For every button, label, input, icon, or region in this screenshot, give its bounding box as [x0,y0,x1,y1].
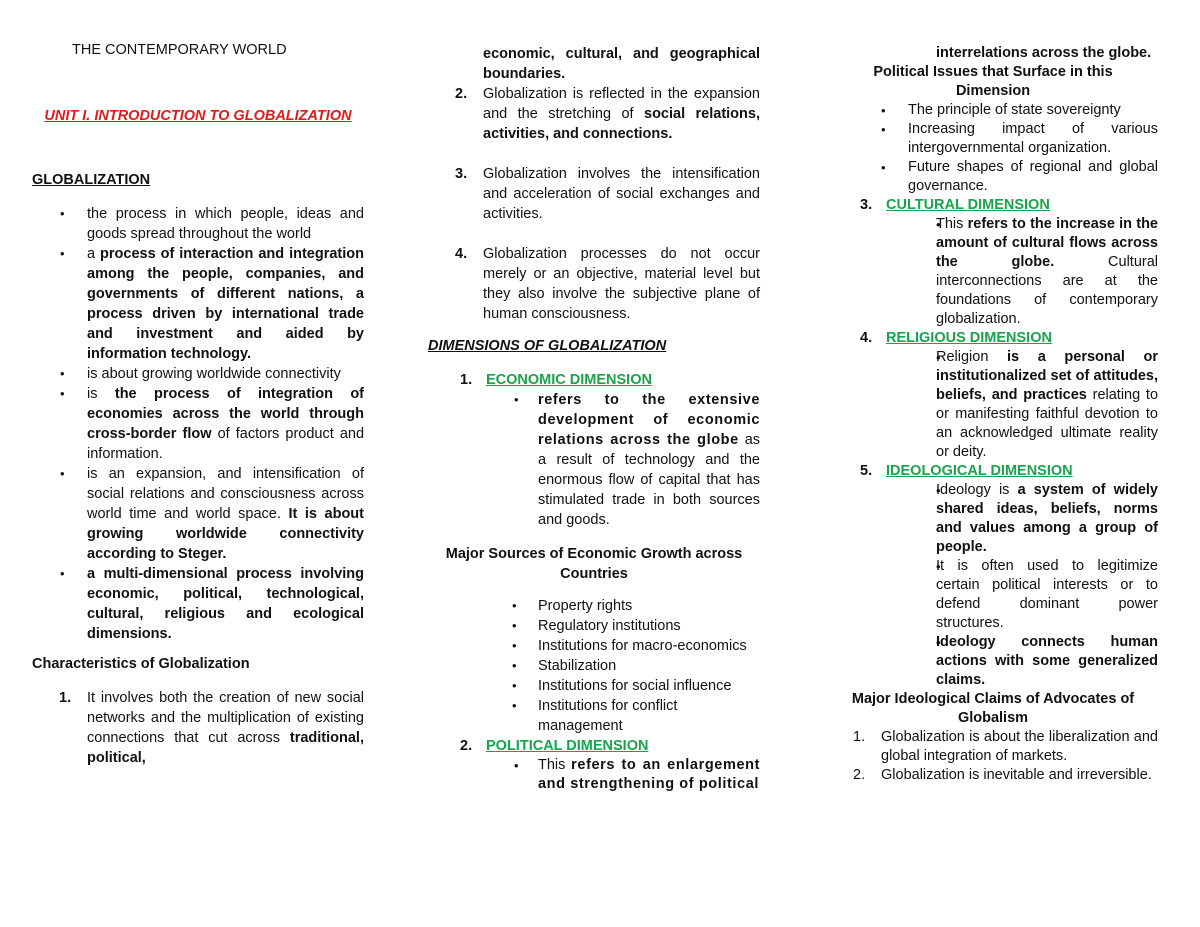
column-2 [428,44,760,794]
characteristic-item: 4. Globalization processes do not occur merely or an objective, material level but they also involve the subjective plane of human consciousness. [455,246,760,322]
economic-sources-heading: Major Sources of Economic Growth across Countries [445,546,743,582]
definition-item: • the process in which people, ideas and goods spread throughout the world [32,204,364,244]
definition-item: • a process of interaction and integration among the people, companies, and governments of different nations, a process driven by international trade and investment and aided by information technology. [32,244,364,364]
political-issue-item: • Increasing impact of various intergovernmental organization. [853,120,1158,158]
characteristic-item: 1. It involves both the creation of new social networks and the multiplication of existing connections that cut across traditional, political, [59,690,364,766]
document-title: THE CONTEMPORARY WORLD [72,42,287,58]
political-issue-item: • Future shapes of regional and global governance. [853,158,1158,196]
characteristics-list-continued [428,84,760,324]
religious-dimension-title: RELIGIOUS DIMENSION [886,330,1052,346]
political-issue-item: • The principle of state sovereignty [853,101,1158,120]
ideological-claims-heading: Major Ideological Claims of Advocates of Globalism [851,691,1135,726]
column-1 [32,40,364,768]
religious-dimension: 4. RELIGIOUS DIMENSION [860,330,1052,346]
political-dimension-continuation: interrelations across the globe. [936,45,1152,61]
dimension-point: • Religion is a personal or institutionalized set of attitudes, beliefs, and practices relating to or manifesting faithful devotion to an acknowledged ultimate reality or deity. [908,348,1158,462]
characteristics-list [32,688,364,768]
political-dimension-title: POLITICAL DIMENSION [486,738,649,754]
characteristic-item: 2. Globalization is reflected in the expansion and the stretching of social relations, activities, and connections. [455,86,760,142]
source-item: • Regulatory institutions [428,616,760,636]
definition-item: • a multi-dimensional process involving economic, political, technological, cultural, religious and ecological dimensions. [32,564,364,644]
dimension-point: • This refers to an enlargement and strengthening of political [486,756,760,794]
political-issues-list [853,101,1158,196]
political-dimension-points [428,756,760,794]
religious-dimension-points [828,348,1158,462]
ideological-dimension: 5. IDEOLOGICAL DIMENSION [860,463,1073,479]
characteristic-item: 3. Globalization involves the intensification and acceleration of social exchanges and activities. [455,166,760,222]
cultural-dimension-title: CULTURAL DIMENSION [886,197,1050,213]
dimension-point: • Ideology connects human actions with some generalized claims. [908,633,1158,690]
claim-item: 2. Globalization is inevitable and irreversible. [853,767,1152,783]
dimensions-heading: DIMENSIONS OF GLOBALIZATION [428,338,667,354]
dimension-point: • It is often used to legitimize certain political interests or to defend dominant power structures. [908,557,1158,633]
globalization-definitions [32,204,364,644]
claim-item: 1. Globalization is about the liberalization and global integration of markets. [853,729,1158,764]
economic-dimension-points [428,390,760,530]
dimension-point: • This refers to the increase in the amount of cultural flows across the globe. Cultural interconnections are at the foundations of contemporary globalization. [908,215,1158,329]
political-issues-heading: Political Issues that Surface in this Dimension [873,64,1113,99]
characteristics-heading: Characteristics of Globalization [32,656,250,672]
political-dimension: 2. POLITICAL DIMENSION [460,738,649,754]
dimension-point: • refers to the extensive development of economic relations across the globe as a result of technology and the enormous flow of capital that has stimulated trade in both sources and goods. [486,390,760,530]
ideological-claims-list [828,728,1158,785]
definition-item: • is about growing worldwide connectivity [32,364,364,384]
economic-sources-list [428,596,760,736]
source-item: • Institutions for macro-economics [428,636,760,656]
source-item: • Property rights [428,596,760,616]
source-item: • Stabilization [428,656,760,676]
cultural-dimension-points [828,215,1158,329]
definition-item: • is an expansion, and intensification of social relations and consciousness across world time and world space. It is about growing worldwide connectivity according to Steger. [32,464,364,564]
ideological-dimension-title: IDEOLOGICAL DIMENSION [886,463,1073,479]
economic-dimension-title: ECONOMIC DIMENSION [486,372,652,388]
globalization-heading: GLOBALIZATION [32,172,151,188]
ideological-dimension-points [828,481,1158,690]
dimension-point: • Ideology is a system of widely shared ideas, beliefs, norms and values among a group of people. [908,481,1158,557]
definition-item: • is the process of integration of economies across the world through cross-border flow of factors product and information. [32,384,364,464]
characteristic-continuation: economic, cultural, and geographical boundaries. [483,46,760,82]
source-item: • Institutions for conflict management [428,696,760,736]
source-item: • Institutions for social influence [428,676,760,696]
economic-dimension: 1. ECONOMIC DIMENSION [460,372,652,388]
unit-title: UNIT I. INTRODUCTION TO GLOBALIZATION [44,108,352,124]
column-3 [828,44,1158,785]
cultural-dimension: 3. CULTURAL DIMENSION [860,197,1050,213]
